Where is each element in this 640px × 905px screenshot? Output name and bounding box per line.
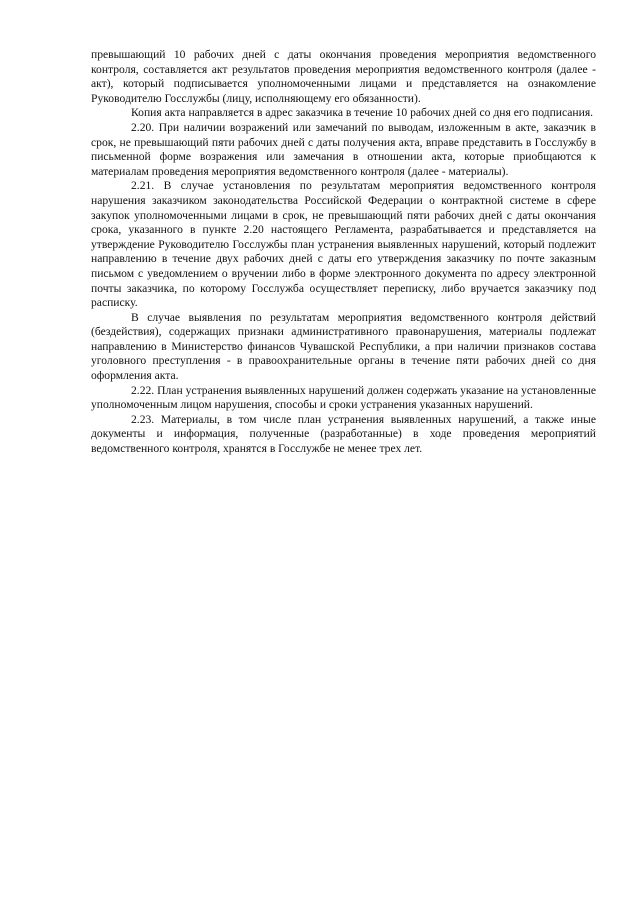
paragraph-continuation: превышающий 10 рабочих дней с даты окончания проведения мероприятия ведомственного контроля, составляется акт результатов проведения мероприятия ведомственного контроля (далее - акт), который подписывается уполномоченными лицами и представляется на ознакомление Руководителю Госслужбы (лицу, исполняющему его обязанности).: [91, 48, 596, 105]
paragraph-2-22: 2.22. План устранения выявленных нарушений должен содержать указание на установленные уполномоченным лицом нарушения, способы и сроки устранения указанных нарушений.: [91, 383, 596, 412]
paragraph-2-20: 2.20. При наличии возражений или замечаний по выводам, изложенным в акте, заказчик в срок, не превышающий пяти рабочих дней с даты получения акта, вправе представить в Госслужбу в письменной форме возражения или замечания в отношении акта, которые приобщаются к материалам проведения мероприятия ведомственного контроля (далее - материалы).: [91, 120, 596, 178]
paragraph-act-copy: Копия акта направляется в адрес заказчика в течение 10 рабочих дней со дня его подписания.: [131, 106, 594, 120]
paragraph-2-21: 2.21. В случае установления по результатам мероприятия ведомственного контроля нарушения заказчиком законодательства Российской Федерации о контрактной системе в сфере закупок уполномоченными лицами в срок, не превышающий пяти рабочих дней с даты окончания срока, указанного в пункте 2.20 настоящего Регламента, разрабатывается и представляется на утверждение Руководителю Госслужбы план устранения выявленных нарушений, который подлежит направлению в течение двух рабочих дней с даты его утверждения заказчику по почте заказным письмом с уведомлением о вручении либо в форме электронного документа по адресу электронной почты заказчика, по которому Госслужба осуществляет переписку, либо вручается заказчику под расписку.: [91, 179, 596, 310]
document-body: [91, 48, 596, 457]
paragraph-violations: В случае выявления по результатам мероприятия ведомственного контроля действий (бездействия), содержащих признаки административного правонарушения, материалы подлежат направлению в Министерство финансов Чувашской Республики, а при наличии признаков состава уголовного преступления - в правоохранительные органы в течение пяти рабочих дней со дня оформления акта.: [91, 310, 596, 383]
paragraph-2-23: 2.23. Материалы, в том числе план устранения выявленных нарушений, а также иные документы и информация, полученные (разработанные) в ходе проведения мероприятий ведомственного контроля, хранятся в Госслужбе не менее трех лет.: [91, 412, 596, 456]
